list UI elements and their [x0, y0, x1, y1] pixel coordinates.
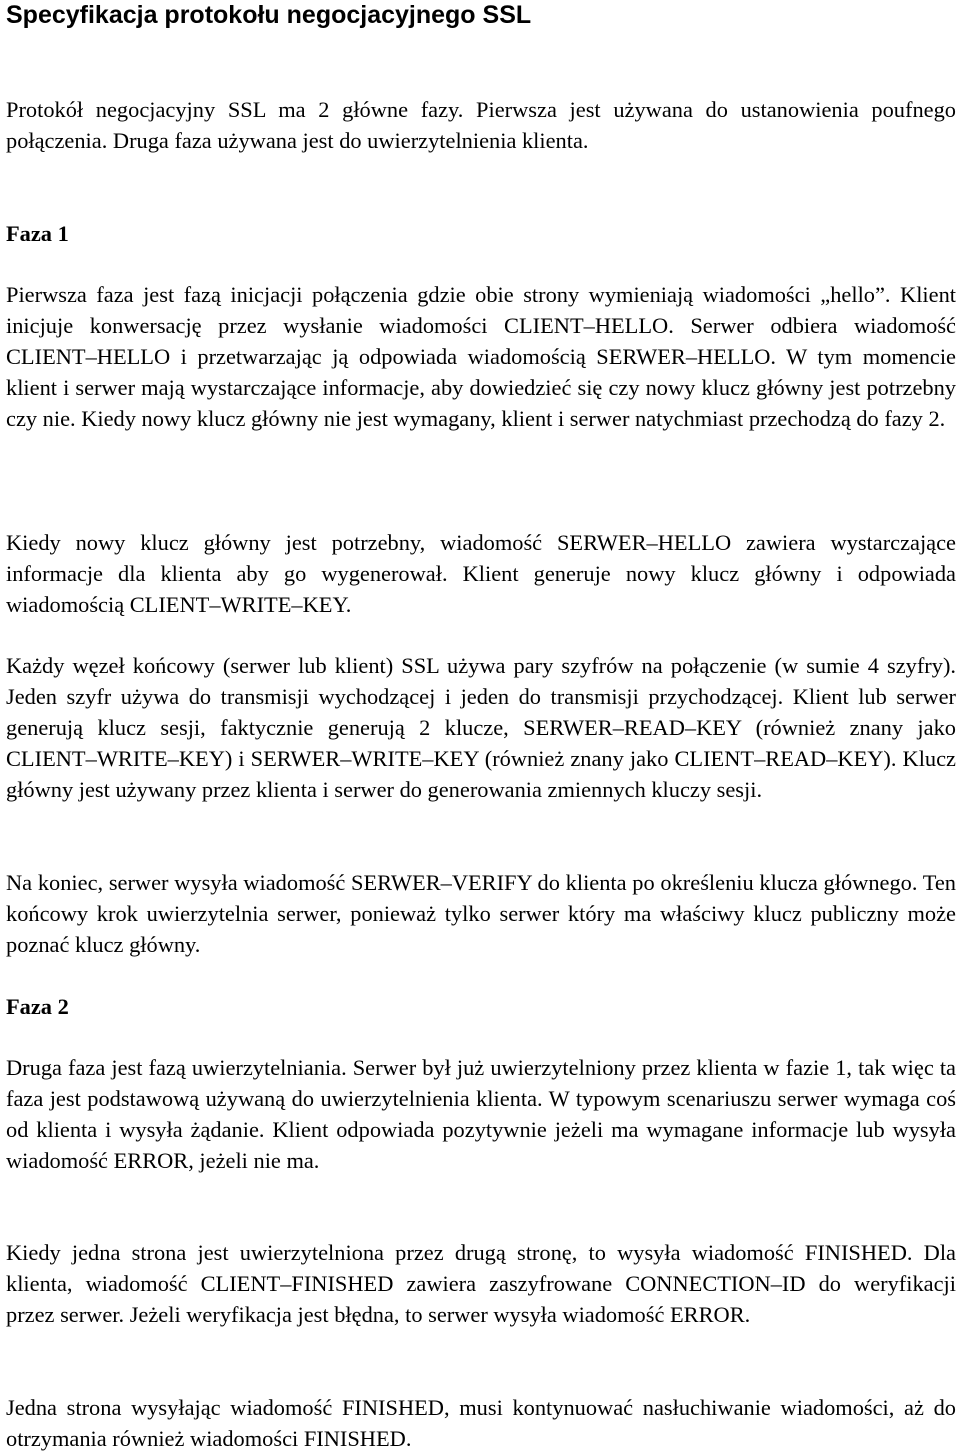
phase1-paragraph-2: Kiedy nowy klucz główny jest potrzebny, wiadomość SERWER–HELLO zawiera wystarczające informacje dla klienta aby go wygenerował. Klient generuje nowy klucz główny i odpowiada wiadomością CLIENT–WRITE–KEY. — [6, 530, 956, 617]
phase2-paragraph-3: Jedna strona wysyłając wiadomość FINISHED, musi kontynuować nasłuchiwanie wiadomości, aż do otrzymania również wiadomości FINISHED. — [6, 1395, 956, 1451]
phase1-paragraph-1: Pierwsza faza jest fazą inicjacji połączenia gdzie obie strony wymieniają wiadomości „hello”. Klient inicjuje konwersację przez wysłanie wiadomości CLIENT–HELLO. Serwer odbiera wiadomość CLIENT–HELLO i przetwarzając ją odpowiada wiadomością SERWER–HELLO. W tym momencie klient i serwer mają wystarczające informacje, aby dowiedzieć się czy nowy klucz główny jest potrzebny czy nie. Kiedy nowy klucz główny nie jest wymagany, klient i serwer natychmiast przechodzą do fazy 2. — [6, 282, 956, 431]
phase1-paragraph-4: Na koniec, serwer wysyła wiadomość SERWER–VERIFY do klienta po określeniu klucza głównego. Ten końcowy krok uwierzytelnia serwer, ponieważ tylko serwer który ma właściwy klucz publiczny może poznać klucz główny. — [6, 870, 956, 957]
phase2-paragraph-2: Kiedy jedna strona jest uwierzytelniona przez drugą stronę, to wysyła wiadomość FINISHED. Dla klienta, wiadomość CLIENT–FINISHED zawiera zaszyfrowane CONNECTION–ID do weryfikacji przez serwer. Jeżeli weryfikacja jest błędna, to serwer wysyła wiadomość ERROR. — [6, 1240, 956, 1327]
phase2-paragraph-1: Druga faza jest fazą uwierzytelniania. Serwer był już uwierzytelniony przez klienta w fazie 1, tak więc ta faza jest podstawową używaną do uwierzytelnienia klienta. W typowym scenariuszu serwer wymaga coś od klienta i wysyła żądanie. Klient odpowiada pozytywnie jeżeli ma wymagane informacje lub wysyła wiadomość ERROR, jeżeli nie ma. — [6, 1055, 956, 1173]
phase2-heading: Faza 2 — [6, 994, 69, 1019]
phase1-heading: Faza 1 — [6, 221, 69, 246]
page-title: Specyfikacja protokołu negocjacyjnego SSL — [6, 1, 532, 29]
phase1-paragraph-3: Każdy węzeł końcowy (serwer lub klient) SSL używa pary szyfrów na połączenie (w sumie 4 szyfry). Jeden szyfr używa do transmisji wychodzącej i jeden do transmisji przychodzącej. Klient lub serwer generują klucz sesji, faktycznie generują 2 klucze, SERWER–READ–KEY (również znany jako CLIENT–WRITE–KEY) i SERWER–WRITE–KEY (również znany jako CLIENT–READ–KEY). Klucz główny jest używany przez klienta i serwer do generowania zmiennych kluczy sesji. — [6, 653, 956, 802]
intro-paragraph: Protokół negocjacyjny SSL ma 2 główne fazy. Pierwsza jest używana do ustanowienia poufnego połączenia. Druga faza używana jest do uwierzytelnienia klienta. — [6, 97, 956, 153]
